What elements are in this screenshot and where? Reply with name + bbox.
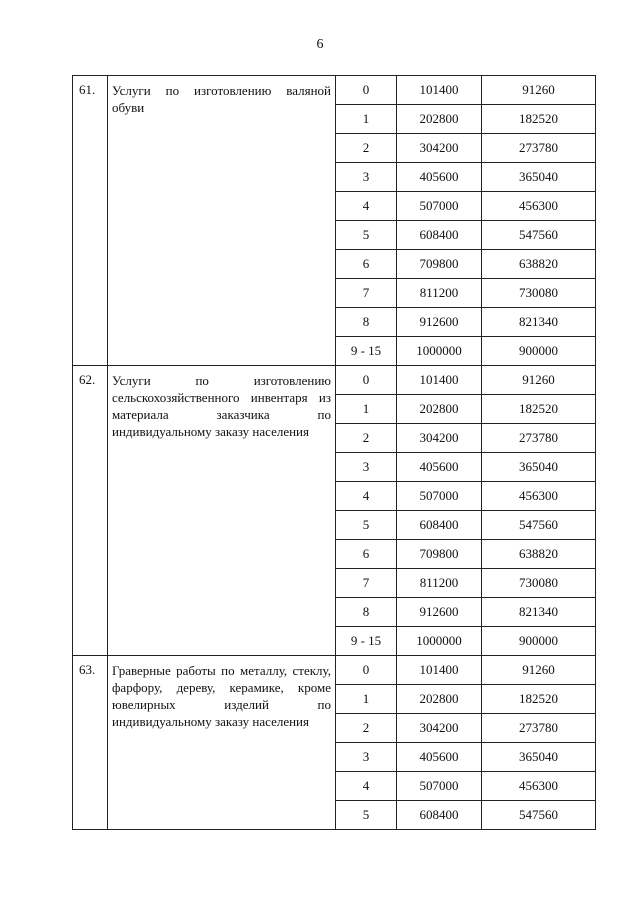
row-index-cell: 2 <box>336 424 397 453</box>
value-cell-1: 608400 <box>397 801 482 830</box>
row-index-cell: 3 <box>336 453 397 482</box>
row-index-cell: 7 <box>336 569 397 598</box>
value-cell-2: 91260 <box>482 656 596 685</box>
row-index-cell: 0 <box>336 656 397 685</box>
value-cell-2: 182520 <box>482 685 596 714</box>
value-cell-1: 101400 <box>397 76 482 105</box>
value-cell-1: 101400 <box>397 366 482 395</box>
row-index-cell: 0 <box>336 76 397 105</box>
value-cell-2: 730080 <box>482 569 596 598</box>
value-cell-1: 507000 <box>397 772 482 801</box>
value-cell-2: 91260 <box>482 366 596 395</box>
value-cell-2: 456300 <box>482 482 596 511</box>
value-cell-2: 821340 <box>482 308 596 337</box>
value-cell-2: 547560 <box>482 511 596 540</box>
row-index-cell: 4 <box>336 772 397 801</box>
row-index-cell: 5 <box>336 221 397 250</box>
services-table <box>72 75 596 830</box>
value-cell-1: 912600 <box>397 598 482 627</box>
value-cell-1: 811200 <box>397 569 482 598</box>
value-cell-1: 1000000 <box>397 337 482 366</box>
value-cell-1: 304200 <box>397 714 482 743</box>
row-index-cell: 9 - 15 <box>336 627 397 656</box>
row-index-cell: 0 <box>336 366 397 395</box>
value-cell-1: 101400 <box>397 656 482 685</box>
value-cell-1: 405600 <box>397 453 482 482</box>
value-cell-2: 547560 <box>482 221 596 250</box>
value-cell-1: 202800 <box>397 395 482 424</box>
row-index-cell: 5 <box>336 801 397 830</box>
value-cell-2: 900000 <box>482 627 596 656</box>
value-cell-1: 304200 <box>397 424 482 453</box>
services-table-body <box>73 76 596 830</box>
row-index-cell: 3 <box>336 163 397 192</box>
value-cell-2: 638820 <box>482 250 596 279</box>
row-index-cell: 1 <box>336 395 397 424</box>
row-index-cell: 1 <box>336 105 397 134</box>
section-number: 63. <box>73 656 108 830</box>
value-cell-2: 365040 <box>482 453 596 482</box>
value-cell-2: 547560 <box>482 801 596 830</box>
value-cell-2: 273780 <box>482 714 596 743</box>
row-index-cell: 8 <box>336 598 397 627</box>
table-row <box>73 76 596 105</box>
row-index-cell: 3 <box>336 743 397 772</box>
value-cell-2: 821340 <box>482 598 596 627</box>
row-index-cell: 4 <box>336 192 397 221</box>
value-cell-1: 202800 <box>397 685 482 714</box>
row-index-cell: 6 <box>336 250 397 279</box>
value-cell-2: 91260 <box>482 76 596 105</box>
value-cell-1: 912600 <box>397 308 482 337</box>
value-cell-2: 638820 <box>482 540 596 569</box>
value-cell-2: 456300 <box>482 192 596 221</box>
value-cell-2: 182520 <box>482 105 596 134</box>
value-cell-2: 182520 <box>482 395 596 424</box>
service-title: Услуги по изготовлению сельскохозяйственного инвентаря из материала заказчика по индивидуальному заказу населения <box>108 366 336 656</box>
section-number: 62. <box>73 366 108 656</box>
service-title: Услуги по изготовлению валяной обуви <box>108 76 336 366</box>
value-cell-2: 730080 <box>482 279 596 308</box>
value-cell-2: 365040 <box>482 163 596 192</box>
value-cell-1: 608400 <box>397 511 482 540</box>
page-number: 6 <box>316 37 324 52</box>
value-cell-1: 405600 <box>397 743 482 772</box>
value-cell-2: 365040 <box>482 743 596 772</box>
value-cell-1: 608400 <box>397 221 482 250</box>
row-index-cell: 5 <box>336 511 397 540</box>
row-index-cell: 2 <box>336 134 397 163</box>
row-index-cell: 7 <box>336 279 397 308</box>
value-cell-1: 507000 <box>397 482 482 511</box>
value-cell-1: 811200 <box>397 279 482 308</box>
table-row <box>73 366 596 395</box>
row-index-cell: 8 <box>336 308 397 337</box>
section-number: 61. <box>73 76 108 366</box>
value-cell-1: 709800 <box>397 250 482 279</box>
value-cell-2: 273780 <box>482 134 596 163</box>
row-index-cell: 2 <box>336 714 397 743</box>
value-cell-1: 405600 <box>397 163 482 192</box>
value-cell-1: 507000 <box>397 192 482 221</box>
service-title: Граверные работы по металлу, стеклу, фарфору, дереву, керамике, кроме ювелирных изделий по индивидуальному заказу населения <box>108 656 336 830</box>
value-cell-2: 900000 <box>482 337 596 366</box>
row-index-cell: 4 <box>336 482 397 511</box>
row-index-cell: 6 <box>336 540 397 569</box>
value-cell-1: 202800 <box>397 105 482 134</box>
value-cell-1: 304200 <box>397 134 482 163</box>
row-index-cell: 1 <box>336 685 397 714</box>
row-index-cell: 9 - 15 <box>336 337 397 366</box>
table-row <box>73 656 596 685</box>
value-cell-1: 1000000 <box>397 627 482 656</box>
value-cell-2: 273780 <box>482 424 596 453</box>
value-cell-1: 709800 <box>397 540 482 569</box>
value-cell-2: 456300 <box>482 772 596 801</box>
